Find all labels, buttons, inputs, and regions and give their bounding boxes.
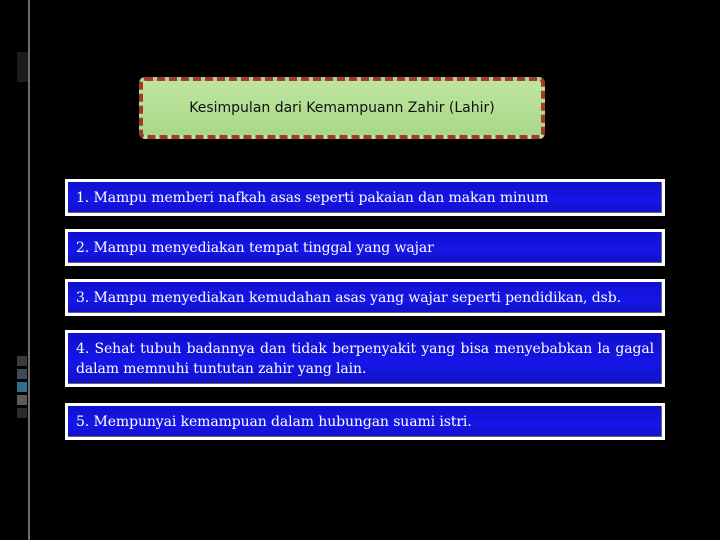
decor-accent-bars (17, 356, 27, 421)
list-item-text: 1. Mampu memberi nafkah asas seperti pakaian dan makan minum (76, 189, 549, 206)
list-item-text: 5. Mempunyai kemampuan dalam hubungan suami istri. (76, 413, 472, 430)
slide-title: Kesimpulan dari Kemampuann Zahir (Lahir) (189, 100, 495, 116)
list-item-text: 2. Mampu menyediakan tempat tinggal yang wajar (76, 239, 434, 256)
list-item-text: 3. Mampu menyediakan kemudahan asas yang wajar seperti pendidikan, dsb. (76, 289, 621, 306)
list-item-1 (65, 179, 665, 216)
slide-title-box (139, 77, 545, 139)
list-item-4 (65, 330, 665, 387)
list-item-2 (65, 229, 665, 266)
left-decor-edge (28, 0, 30, 540)
list-item-5 (65, 403, 665, 440)
list-item-text: 4. Sehat tubuh badannya dan tidak berpenyakit yang bisa menyebabkan la gagal dalam memnuhi tuntutan zahir yang lain. (76, 340, 654, 377)
decor-accent-block (17, 52, 28, 82)
list-item-3 (65, 279, 665, 316)
